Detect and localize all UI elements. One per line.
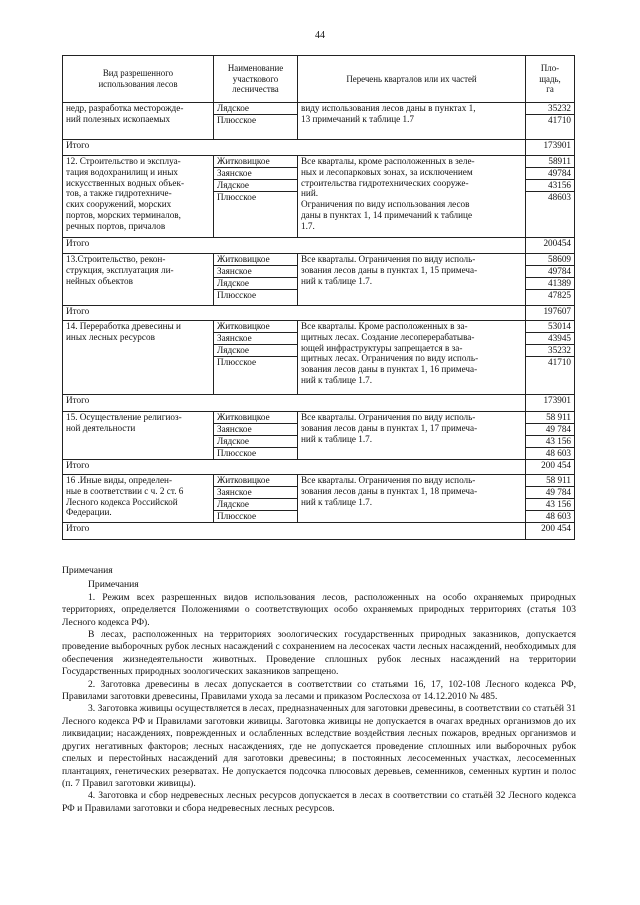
header-use-type: Вид разрешенного использования лесов (63, 56, 214, 103)
area-cell: 48 603 (526, 448, 575, 460)
forestry-cell: Плюсское (214, 290, 298, 306)
table-row (63, 475, 575, 487)
table-row (63, 412, 575, 424)
area-cell: 53014 (526, 321, 575, 333)
notes-body (62, 592, 576, 815)
forestry-cell: Плюсское (214, 192, 298, 238)
area-cell: 58911 (526, 156, 575, 168)
area-cell: 41710 (526, 115, 575, 140)
area-cell: 58 911 (526, 475, 575, 487)
note-paragraph: 3. Заготовка живицы осуществляется в лесах, предназначенных для заготовки древесины, в соответствии со статьёй 31 Лесного кодекса РФ и Правилами заготовки живицы. Заготовка живицы не допускается в очагах вредных организмов до их ликвидации; насаждениях, поврежденных и ослабленных вследствие воздействия лесных пожаров, вредных организмов и других негативных факторов; лесных насаждениях, где не допускается проведение сплошных или выборочных рубок спелых и перестойных насаждений для заготовки древесины; в постоянных лесосеменных участках, лесосеменных плантациях, генетических резерватах. Не допускается подсочка плюсовых деревьев, семенников, семенных куртин и полос (п. 7 Правил заготовки живицы). (62, 703, 576, 789)
table-header-row (63, 56, 575, 103)
table-row (63, 321, 575, 333)
total-value: 200454 (526, 238, 575, 254)
total-label: Итого (63, 460, 526, 475)
notes-section (62, 565, 576, 815)
total-row (63, 460, 575, 475)
area-cell: 43156 (526, 180, 575, 192)
total-label: Итого (63, 523, 526, 540)
total-row (63, 306, 575, 321)
table-row (63, 103, 575, 115)
forestry-cell: Житковицкое (214, 254, 298, 266)
area-cell: 48603 (526, 192, 575, 238)
quarters-cell: Все кварталы. Кроме расположенных в за- щитных лесах. Создание лесоперерабатыва- ющей инфраструктуры запрещается в за- щитных лесах. Ограничения по виду исполь- зования лесов даны в пунктах 1, 16 примеча- ний к таблице 1.7. (298, 321, 526, 395)
forestry-cell: Лядское (214, 103, 298, 115)
notes-subheading: Примечания (88, 579, 139, 591)
forestry-cell: Житковицкое (214, 475, 298, 487)
forestry-cell: Заянское (214, 168, 298, 180)
quarters-cell: Все кварталы, кроме расположенных в зеле- ных и лесопарковых зонах, за исключением строительства гидротехнических сооруже- ний. Ограничения по виду использования лесов даны в пунктах 1, 14 примечаний к таблице 1.7. (298, 156, 526, 238)
area-cell: 49784 (526, 266, 575, 278)
use-type-cell: недр, разработка месторожде- ний полезных ископаемых (63, 103, 214, 140)
forestry-cell: Лядское (214, 278, 298, 290)
table-row (63, 156, 575, 168)
note-paragraph: В лесах, расположенных на территориях зоологических государственных природных заказников, допускается проведение выборочных рубок лесных насаждений с сохранением на лесосеках части лесных насаждений, необходимых для обеспечения жизнедеятельности животных. Проведение сплошных рубок лесных насаждений на территории Государственных природных зоологических заказников запрещено. (62, 629, 576, 678)
area-cell: 49784 (526, 168, 575, 180)
forestry-cell: Житковицкое (214, 156, 298, 168)
total-row (63, 395, 575, 412)
quarters-cell: Все кварталы. Ограничения по виду исполь- зования лесов даны в пунктах 1, 17 примеча- ний к таблице 1.7. (298, 412, 526, 460)
area-cell: 43945 (526, 333, 575, 345)
total-value: 200 454 (526, 460, 575, 475)
forestry-cell: Заянское (214, 424, 298, 436)
area-cell: 58 911 (526, 412, 575, 424)
page-number: 44 (315, 30, 325, 41)
quarters-cell: виду использования лесов даны в пунктах 1, 13 примечаний к таблице 1.7 (298, 103, 526, 140)
forestry-cell: Заянское (214, 487, 298, 499)
total-value: 200 454 (526, 523, 575, 540)
area-cell: 49 784 (526, 424, 575, 436)
total-value: 173901 (526, 395, 575, 412)
forestry-cell: Житковицкое (214, 412, 298, 424)
forestry-cell: Житковицкое (214, 321, 298, 333)
notes-heading: Примечания (62, 565, 113, 576)
header-forestry: Наименование участкового лесничества (214, 56, 298, 103)
area-cell: 35232 (526, 103, 575, 115)
area-cell: 41710 (526, 357, 575, 395)
area-cell: 41389 (526, 278, 575, 290)
header-quarters: Перечень кварталов или их частей (298, 56, 526, 103)
use-type-cell: 16 .Иные виды, определен- ные в соответствии с ч. 2 ст. 6 Лесного кодекса Российской Федерации. (63, 475, 214, 523)
total-label: Итого (63, 306, 526, 321)
forestry-cell: Лядское (214, 345, 298, 357)
note-paragraph: 2. Заготовка древесины в лесах допускается в соответствии со статьями 16, 17, 102-108 Лесного кодекса РФ, Правилами заготовки древесины, Правилами ухода за лесами и приказом Рослесхоза от 14.12.2010 № 485. (62, 678, 576, 703)
area-cell: 58609 (526, 254, 575, 266)
forestry-cell: Плюсское (214, 448, 298, 460)
note-paragraph: 1. Режим всех разрешенных видов использования лесов, расположенных на особо охраняемых природных территориях, определяется Положениями о соответствующих особо охраняемых природных территориях (статья 103 Лесного кодекса РФ). (62, 591, 576, 628)
total-label: Итого (63, 238, 526, 254)
use-type-cell: 12. Строительство и эксплуа- тация водохранилищ и иных искусственных водных объек- тов, а также гидротехниче- ских сооружений, морских портов, морских терминалов, речных портов, причалов (63, 156, 214, 238)
quarters-cell: Все кварталы. Ограничения по виду исполь- зования лесов даны в пунктах 1, 15 примеча- ний к таблице 1.7. (298, 254, 526, 306)
area-cell: 35232 (526, 345, 575, 357)
table-row (63, 254, 575, 266)
total-row (63, 523, 575, 540)
area-cell: 43 156 (526, 436, 575, 448)
total-value: 197607 (526, 306, 575, 321)
total-row (63, 140, 575, 156)
use-type-cell: 15. Осуществление религиоз- ной деятельности (63, 412, 214, 460)
forestry-cell: Лядское (214, 499, 298, 511)
forestry-cell: Заянское (214, 333, 298, 345)
forestry-cell: Лядское (214, 180, 298, 192)
forestry-cell: Плюсское (214, 357, 298, 395)
area-cell: 49 784 (526, 487, 575, 499)
forestry-cell: Плюсское (214, 511, 298, 523)
area-cell: 43 156 (526, 499, 575, 511)
area-cell: 47825 (526, 290, 575, 306)
use-type-cell: 13.Строительство, рекон- струкция, эксплуатация ли- нейных объектов (63, 254, 214, 306)
total-row (63, 238, 575, 254)
total-value: 173901 (526, 140, 575, 156)
use-type-cell: 14. Переработка древесины и иных лесных ресурсов (63, 321, 214, 395)
header-area: Пло- щадь, га (526, 56, 575, 103)
forest-use-table (62, 55, 575, 540)
area-cell: 48 603 (526, 511, 575, 523)
forestry-cell: Лядское (214, 436, 298, 448)
forestry-cell: Заянское (214, 266, 298, 278)
quarters-cell: Все кварталы. Ограничения по виду исполь- зования лесов даны в пунктах 1, 18 примеча- ний к таблице 1.7. (298, 475, 526, 523)
total-label: Итого (63, 395, 526, 412)
note-paragraph: 4. Заготовка и сбор недревесных лесных ресурсов допускается в лесах в соответствии со статьёй 32 Лесного кодекса РФ и Правилами заготовки и сбора недревесных лесных ресурсов. (62, 790, 576, 814)
total-label: Итого (63, 140, 526, 156)
forestry-cell: Плюсское (214, 115, 298, 140)
